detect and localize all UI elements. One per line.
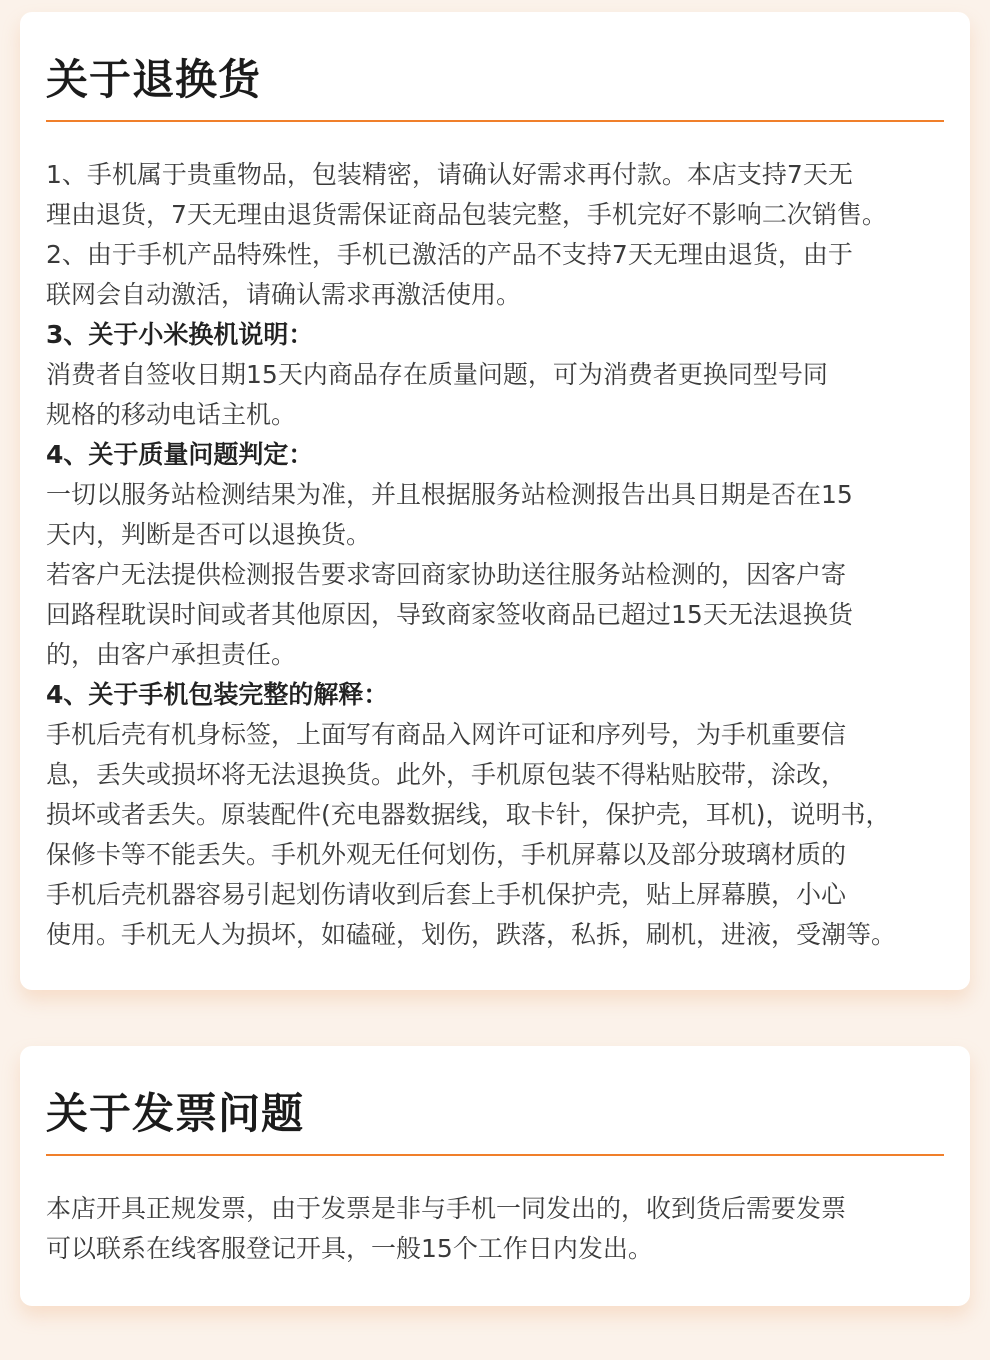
returns-policy-title: 关于退换货 bbox=[46, 55, 262, 104]
policy-text-line: 本店开具正规发票，由于发票是非与手机一同发出的，收到货后需要发票 bbox=[46, 1194, 847, 1223]
policy-text-line: 若客户无法提供检测报告要求寄回商家协助送往服务站检测的，因客户寄 bbox=[46, 560, 847, 589]
invoice-policy-body bbox=[46, 1189, 944, 1269]
policy-text-line: 理由退货，7天无理由退货需保证商品包装完整，手机完好不影响二次销售。 bbox=[46, 200, 887, 229]
policy-text-line: 2、由于手机产品特殊性，手机已激活的产品不支持7天无理由退货，由于 bbox=[46, 240, 853, 269]
policy-text-line: 的，由客户承担责任。 bbox=[46, 640, 297, 669]
policy-text-line: 规格的移动电话主机。 bbox=[46, 400, 297, 429]
policy-text-line: 一切以服务站检测结果为准，并且根据服务站检测报告出具日期是否在15 bbox=[46, 480, 853, 509]
policy-text-line: 可以联系在线客服登记开具，一般15个工作日内发出。 bbox=[46, 1234, 653, 1263]
policy-text-line: 损坏或者丢失。原装配件(充电器数据线，取卡针，保护壳，耳机)，说明书， bbox=[46, 800, 891, 829]
invoice-policy-card bbox=[20, 1046, 970, 1306]
policy-text-line: 手机后壳机器容易引起划伤请收到后套上手机保护壳，贴上屏幕膜，小心 bbox=[46, 880, 847, 909]
policy-text-line: 天内，判断是否可以退换货。 bbox=[46, 520, 372, 549]
section-heading-line: 4、关于手机包装完整的解释： bbox=[46, 680, 389, 709]
returns-policy-body bbox=[46, 155, 944, 955]
policy-text-line: 手机后壳有机身标签，上面写有商品入网许可证和序列号，为手机重要信 bbox=[46, 720, 847, 749]
returns-title-divider bbox=[46, 120, 944, 122]
policy-text-line: 息，丢失或损坏将无法退换货。此外，手机原包装不得粘贴胶带，涂改， bbox=[46, 760, 847, 789]
policy-text-line: 消费者自签收日期15天内商品存在质量问题，可为消费者更换同型号同 bbox=[46, 360, 828, 389]
section-heading-line: 3、关于小米换机说明： bbox=[46, 320, 314, 349]
policy-text-line: 使用。手机无人为损坏，如磕碰，划伤，跌落，私拆，刷机，进液，受潮等。 bbox=[46, 920, 897, 949]
returns-policy-card bbox=[20, 12, 970, 990]
policy-text-line: 1、手机属于贵重物品，包装精密，请确认好需求再付款。本店支持7天无 bbox=[46, 160, 853, 189]
invoice-title-divider bbox=[46, 1154, 944, 1156]
policy-text-line: 保修卡等不能丢失。手机外观无任何划伤，手机屏幕以及部分玻璃材质的 bbox=[46, 840, 847, 869]
section-heading-line: 4、关于质量问题判定： bbox=[46, 440, 314, 469]
invoice-policy-lines bbox=[46, 1189, 944, 1269]
policy-text-line: 联网会自动激活，请确认需求再激活使用。 bbox=[46, 280, 522, 309]
returns-policy-lines bbox=[46, 155, 944, 955]
policy-text-line: 回路程耽误时间或者其他原因，导致商家签收商品已超过15天无法退换货 bbox=[46, 600, 853, 629]
invoice-policy-title: 关于发票问题 bbox=[46, 1089, 305, 1138]
